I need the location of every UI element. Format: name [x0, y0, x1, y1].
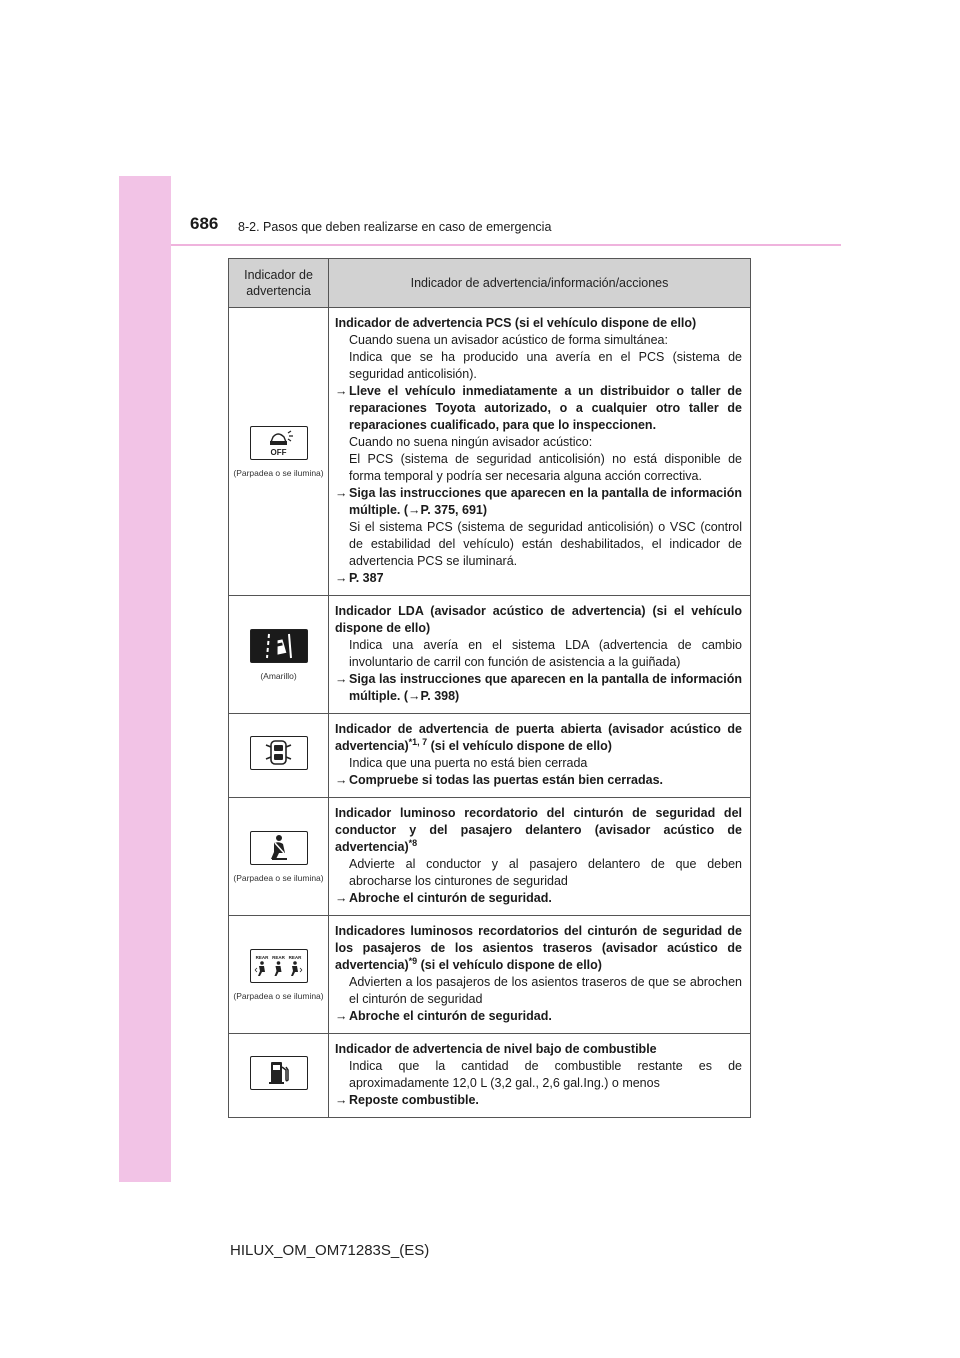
title-text: Indicadores luminosos recordatorios del cinturón de seguridad de los pasajeros de los asientos traseros (avisador acústico de advertencia)	[335, 924, 742, 972]
warning-indicator-table	[228, 258, 751, 1118]
title-text: Indicador luminoso recordatorio del cinturón de seguridad del conductor y del pasajero delantero (avisador acústico de advertencia)	[335, 806, 742, 854]
rear-label: REAR	[255, 954, 268, 960]
row-title: Indicador de advertencia de nivel bajo de combustible	[335, 1042, 657, 1056]
indicator-caption: (Amarillo)	[260, 670, 297, 681]
row-title	[335, 721, 742, 755]
action-text: Abroche el cinturón de seguridad.	[349, 1009, 552, 1023]
footnote-ref: *8	[408, 837, 418, 848]
indicator-cell	[229, 916, 329, 1034]
action-text: Compruebe si todas las puertas están bien cerradas.	[349, 773, 664, 787]
description-cell	[329, 1034, 751, 1118]
arrow-icon: →	[335, 384, 348, 398]
rear-label: REAR	[288, 954, 301, 960]
section-title: 8-2. Pasos que deben realizarse en caso de emergencia	[238, 220, 552, 234]
indicator-cell	[229, 1034, 329, 1118]
desc-line: Indica que se ha producido una avería en el PCS (sistema de seguridad anticolisión).	[349, 350, 742, 381]
rear-seatbelt-icon	[250, 949, 308, 983]
action-line	[335, 671, 742, 705]
row-title: Indicador de advertencia PCS (si el vehículo dispone de ello)	[335, 316, 697, 330]
pcs-off-label: OFF	[270, 447, 286, 457]
door-open-icon	[250, 736, 308, 770]
action-text: Lleve el vehículo inmediatamente a un distribuidor o taller de reparaciones Toyota autorizado, o a cualquier otro taller de reparaciones cualificado, para que lo inspeccionen.	[349, 384, 742, 432]
arrow-icon: →	[335, 1009, 348, 1023]
desc-line: Indica que la cantidad de combustible restante es de aproximadamente 12,0 L (3,2 gal., 2,6 gal.Ing.) o menos	[349, 1059, 742, 1090]
desc-line: Advierte al conductor y al pasajero delantero de que deben abrocharse los cinturones de seguridad	[349, 857, 742, 888]
seatbelt-icon	[250, 831, 308, 865]
col-header-info: Indicador de advertencia/información/acciones	[329, 259, 751, 308]
footnote-ref: *9	[408, 955, 418, 966]
title-text: (si el vehículo dispone de ello)	[427, 739, 612, 753]
table-row	[229, 714, 751, 798]
title-text: Indicador de advertencia de puerta abierta (avisador acústico de advertencia)	[335, 722, 742, 753]
indicator-cell	[229, 308, 329, 596]
row-title: Indicador LDA (avisador acústico de advertencia) (si el vehículo dispone de ello)	[335, 604, 742, 635]
desc-line: El PCS (sistema de seguridad anticolisión) no está disponible de forma temporal y podría ser necesaria alguna acción correctiva.	[349, 452, 742, 483]
description-cell	[329, 596, 751, 714]
table-row	[229, 596, 751, 714]
desc-line: Advierten a los pasajeros de los asientos traseros de que se abrochen el cinturón de seguridad	[349, 975, 742, 1006]
action-line	[335, 772, 742, 789]
action-line	[335, 1092, 742, 1109]
table-row	[229, 1034, 751, 1118]
footnote-ref: *1, 7	[408, 736, 428, 747]
desc-line: Cuando suena un avisador acústico de forma simultánea:	[349, 333, 668, 347]
table-header-row	[229, 259, 751, 308]
description-cell	[329, 714, 751, 798]
page-ref-arrow: →	[408, 503, 421, 517]
col-header-indicator: Indicador de advertencia	[229, 259, 329, 308]
fuel-pump-icon	[250, 1056, 308, 1090]
desc-line: Cuando no suena ningún avisador acústico:	[349, 435, 593, 449]
action-line	[335, 890, 742, 907]
description-cell	[329, 916, 751, 1034]
action-line	[335, 570, 742, 587]
action-text: Siga las instrucciones que aparecen en la pantalla de información múltiple. (	[349, 672, 742, 703]
row-title	[335, 923, 742, 974]
page-ref: P. 387	[349, 571, 384, 585]
chapter-side-band	[119, 176, 171, 1182]
description-cell	[329, 798, 751, 916]
rear-label: REAR	[271, 954, 285, 960]
page-header	[190, 214, 840, 244]
action-line	[335, 383, 742, 434]
indicator-cell	[229, 798, 329, 916]
desc-line: Indica que una puerta no está bien cerrada	[349, 756, 588, 770]
action-line	[335, 485, 742, 519]
table-row	[229, 916, 751, 1034]
lda-lane-icon	[250, 629, 308, 663]
action-text: Reposte combustible.	[349, 1093, 479, 1107]
arrow-icon: →	[335, 1093, 348, 1107]
arrow-icon: →	[335, 672, 348, 686]
table-row	[229, 798, 751, 916]
indicator-caption: (Parpadea o se ilumina)	[233, 990, 324, 1001]
page-ref: P. 398)	[420, 689, 460, 703]
title-text: (si el vehículo dispone de ello)	[417, 958, 602, 972]
indicator-caption: (Parpadea o se ilumina)	[233, 467, 324, 478]
description-cell	[329, 308, 751, 596]
action-text: Siga las instrucciones que aparecen en la pantalla de información múltiple. (	[349, 486, 742, 517]
arrow-icon: →	[335, 773, 348, 787]
document-code: HILUX_OM_OM71283S_(ES)	[230, 1242, 430, 1259]
action-text: Abroche el cinturón de seguridad.	[349, 891, 552, 905]
arrow-icon: →	[335, 891, 348, 905]
table-row	[229, 308, 751, 596]
indicator-caption: (Parpadea o se ilumina)	[233, 872, 324, 883]
row-title	[335, 805, 742, 856]
indicator-cell	[229, 596, 329, 714]
desc-line: Indica una avería en el sistema LDA (advertencia de cambio involuntario de carril con función de asistencia a la guiñada)	[349, 638, 742, 669]
desc-line: Si el sistema PCS (sistema de seguridad anticolisión) o VSC (control de estabilidad del vehículo) están deshabilitados, el indicador de advertencia PCS se iluminará.	[349, 520, 742, 568]
action-line	[335, 1008, 742, 1025]
page-ref: P. 375, 691)	[420, 503, 488, 517]
arrow-icon: →	[335, 571, 348, 585]
arrow-icon: →	[335, 486, 348, 500]
header-rule	[171, 244, 841, 246]
page-number: 686	[190, 214, 219, 233]
page-ref-arrow: →	[408, 689, 421, 703]
indicator-cell	[229, 714, 329, 798]
pcs-off-icon	[250, 426, 308, 460]
